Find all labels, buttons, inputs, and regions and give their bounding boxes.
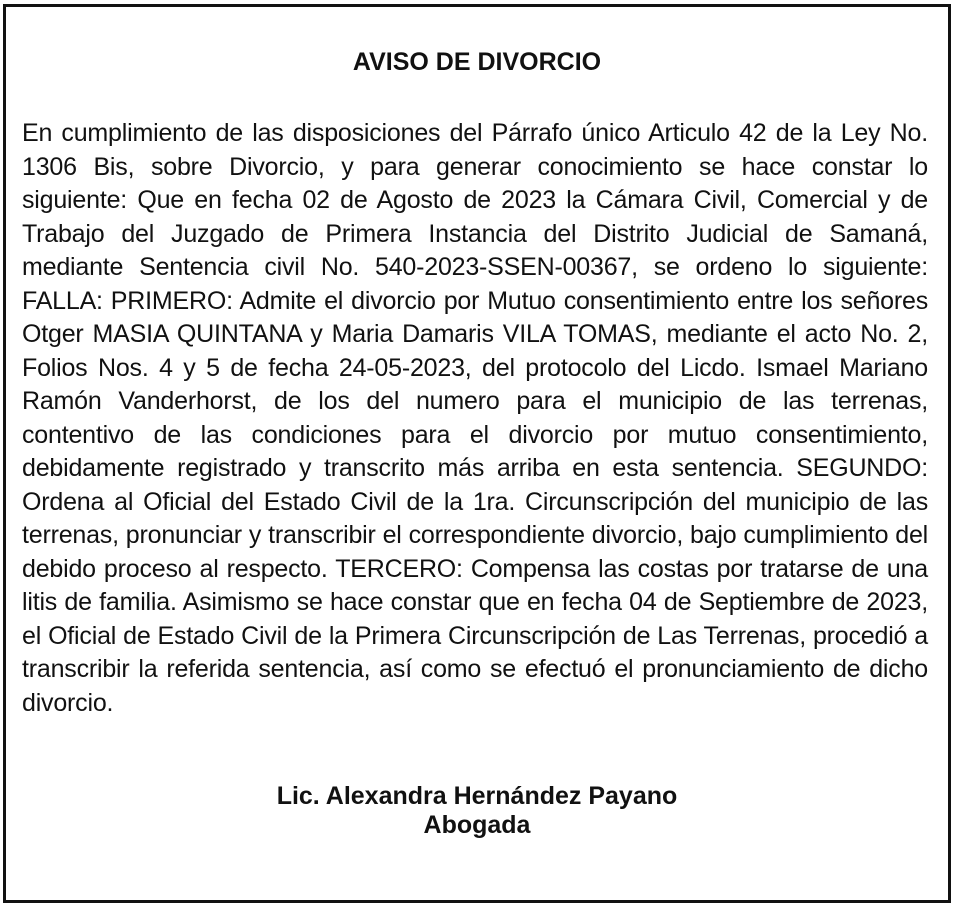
notice-body: En cumplimiento de las disposiciones del Párrafo único Articulo 42 de la Ley No. 1306 Bis, sobre Divorcio, y para generar conocimiento se hace constar lo siguiente: Que en fecha 02 de Agosto de 2023 la Cámara Civil, Comercial y de Trabajo del Juzgado de Primera Instancia del Distrito Judicial de Samaná, mediante Sentencia civil No. 540-2023-SSEN-00367, se ordeno lo siguiente: FALLA: PRIMERO: Admite el divorcio por Mutuo consentimiento entre los señores Otger MASIA QUINTANA y Maria Damaris VILA TOMAS, mediante el acto No. 2, Folios Nos. 4 y 5 de fecha 24-05-2023, del protocolo del Licdo. Ismael Mariano Ramón Vanderhorst, de los del numero para el municipio de las terrenas, contentivo de las condiciones para el divorcio por mutuo consentimiento, debidamente registrado y transcrito más arriba en esta sentencia. SEGUNDO: Ordena al Oficial del Estado Civil de la 1ra. Circunscripción del municipio de las terrenas, pronunciar y transcribir el correspondiente divorcio, bajo cumplimiento del debido proceso al respecto. TERCERO: Compensa las costas por tratarse de una litis de familia. Asimismo se hace constar que en fecha 04 de Septiembre de 2023, el Oficial de Estado Civil de la Primera Circunscripción de Las Terrenas, procedió a transcribir la referida sentencia, así como se efectuó el pronunciamiento de dicho divorcio. (22, 119, 928, 717)
notice-title: AVISO DE DIVORCIO (352, 48, 602, 76)
divorce-notice (3, 4, 951, 903)
signature-block (6, 782, 948, 840)
signature-name: Lic. Alexandra Hernández Payano (276, 782, 678, 810)
signature-role: Abogada (423, 811, 531, 839)
